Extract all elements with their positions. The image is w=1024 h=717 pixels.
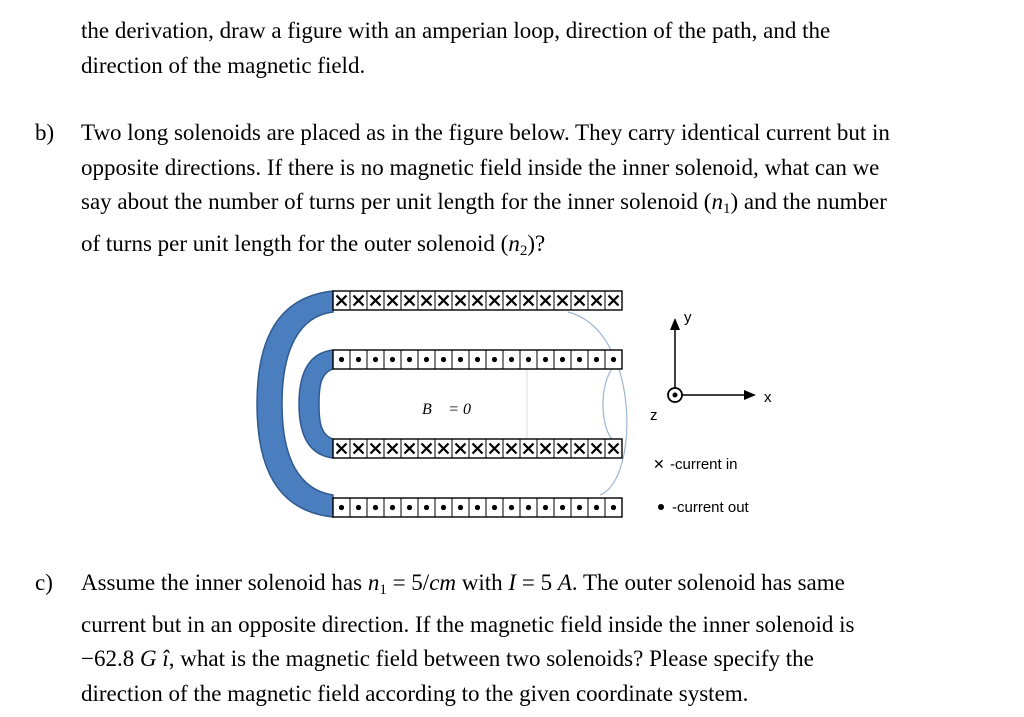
dot-icon [560, 357, 565, 362]
cross-icon [609, 444, 619, 454]
cross-icon [524, 296, 534, 306]
cross-icon [507, 296, 517, 306]
cross-icon [388, 444, 398, 454]
cross-icon [354, 444, 364, 454]
dot-icon [356, 505, 361, 510]
outer-guide-arc [568, 312, 627, 495]
dot-icon [543, 505, 548, 510]
dot-icon [441, 357, 446, 362]
dot-icon [424, 505, 429, 510]
cross-icon [524, 444, 534, 454]
dot-icon [373, 505, 378, 510]
legend [653, 456, 750, 516]
dot-icon [526, 505, 531, 510]
x-axis-arrow-icon [744, 390, 756, 400]
dot-icon [441, 505, 446, 510]
dot-icon [594, 357, 599, 362]
intro-line-1: the derivation, draw a figure with an amperian loop, direction of the path, and the [81, 18, 831, 43]
cross-icon [473, 296, 483, 306]
part-b-line-3 [81, 185, 890, 227]
z-axis-circle-icon [668, 388, 682, 402]
part-c-line-1-a: Assume the inner solenoid has [81, 570, 368, 595]
part-b-text [81, 116, 890, 268]
part-c-line-1-d: = 5 [516, 570, 558, 595]
part-b-line-4 [81, 227, 890, 269]
cross-icon [473, 444, 483, 454]
inner-bottom-row-frame [333, 439, 622, 458]
legend-out-label: -current out [672, 499, 749, 516]
coordinate-axes [650, 309, 772, 424]
part-c-line-1-b: = 5/ [386, 570, 430, 595]
part-b-line-3-end: ) and the number [730, 189, 887, 214]
part-c-gauss-symbol: G [139, 646, 157, 671]
dot-icon [509, 505, 514, 510]
intro-text [81, 14, 830, 83]
y-axis-label: y [684, 309, 692, 326]
dot-icon [526, 357, 531, 362]
intro-line-2: direction of the magnetic field. [81, 52, 366, 78]
y-axis-arrow-icon [670, 318, 680, 330]
part-c-line-3-b: , what is the magnetic field between two solenoids? Please specify the [168, 646, 814, 671]
part-b-line-4-end: )? [527, 230, 546, 256]
dot-icon [560, 505, 565, 510]
part-c-line-2: current but in an opposite direction. If the magnetic field inside the inner solenoid is [81, 611, 855, 637]
cross-icon [507, 444, 517, 454]
part-c-unit-vector: î [162, 646, 169, 671]
part-c-cm: cm [429, 570, 457, 595]
cross-icon [575, 444, 585, 454]
dot-icon [543, 357, 548, 362]
part-c-label: c) [35, 570, 53, 595]
inner-solenoid-body [299, 350, 333, 458]
part-b-label: b) [35, 120, 55, 145]
n2-letter: n [508, 230, 520, 256]
x-axis-label: x [764, 389, 772, 406]
cross-icon [439, 296, 449, 306]
part-c-line-1-c: with [456, 570, 509, 595]
dot-icon [492, 505, 497, 510]
cross-icon [371, 444, 381, 454]
n1-subscript: 1 [722, 201, 731, 217]
cross-icon [541, 296, 551, 306]
part-c-line-1 [81, 566, 855, 608]
cross-icon [439, 444, 449, 454]
dot-icon [356, 357, 361, 362]
cross-icon [558, 444, 568, 454]
dot-icon [373, 357, 378, 362]
cross-icon [456, 296, 466, 306]
dot-icon [458, 357, 463, 362]
dot-icon [611, 505, 616, 510]
part-c-text [81, 566, 855, 711]
legend-in-symbol: ✕ [653, 456, 665, 472]
legend-in-label: -current in [670, 456, 738, 473]
dot-icon [339, 357, 344, 362]
cross-icon [558, 296, 568, 306]
dot-icon [390, 357, 395, 362]
n2-subscript: 2 [519, 242, 528, 259]
outer-solenoid-body [257, 291, 333, 517]
dot-icon [509, 357, 514, 362]
part-c-current-symbol: I [508, 570, 517, 595]
cross-icon [609, 296, 619, 306]
dot-icon [458, 505, 463, 510]
dot-icon [492, 357, 497, 362]
cross-icon [337, 444, 347, 454]
dot-icon [390, 505, 395, 510]
outer-top-row-frame [333, 291, 622, 310]
cross-icon [456, 444, 466, 454]
part-c-n1-letter: n [367, 570, 380, 595]
z-axis-dot-icon [673, 393, 678, 398]
cross-icon [405, 296, 415, 306]
dot-icon [424, 357, 429, 362]
outer-bottom-row-frame [333, 498, 622, 517]
part-b-line-1: Two long solenoids are placed as in the figure below. They carry identical current but in [81, 120, 890, 145]
inner-guide-arc [603, 369, 612, 439]
n1-symbol [711, 189, 731, 217]
dot-icon [611, 357, 616, 362]
dot-icon [475, 357, 480, 362]
cross-icon [354, 296, 364, 306]
legend-out-dot-icon [658, 504, 664, 510]
z-axis-label: z [650, 407, 658, 424]
winding-rows [333, 291, 622, 517]
part-c-n1 [367, 570, 387, 598]
part-b-line-2: opposite directions. If there is no magnetic field inside the inner solenoid, what can we [81, 154, 880, 180]
part-c-ampere-symbol: A [557, 570, 572, 595]
cross-icon [405, 444, 415, 454]
cross-icon [575, 296, 585, 306]
part-b-line-4-start: of turns per unit length for the outer solenoid ( [81, 230, 509, 256]
dot-icon [339, 505, 344, 510]
cross-icon [388, 296, 398, 306]
part-c-n1-subscript: 1 [379, 582, 387, 598]
part-c-line-3 [81, 642, 855, 677]
part-c-line-4: direction of the magnetic field according to the given coordinate system. [81, 680, 749, 706]
dot-icon [475, 505, 480, 510]
n1-letter: n [711, 189, 723, 214]
dot-icon [577, 357, 582, 362]
part-b-line-3-start: say about the number of turns per unit length for the inner solenoid ( [81, 189, 712, 214]
part-c-line-3-a: −62.8 [81, 646, 140, 671]
dot-icon [407, 357, 412, 362]
cross-icon [422, 444, 432, 454]
cross-icon [490, 296, 500, 306]
field-label: B⃗ = 0 [422, 401, 472, 418]
inner-top-row-frame [333, 350, 622, 369]
cross-icon [490, 444, 500, 454]
n2-symbol [508, 230, 528, 259]
cross-icon [337, 296, 347, 306]
dot-icon [577, 505, 582, 510]
part-c-line-1-e: . The outer solenoid has same [571, 570, 845, 595]
cross-icon [541, 444, 551, 454]
cross-icon [592, 296, 602, 306]
cross-icon [371, 296, 381, 306]
dot-icon [594, 505, 599, 510]
dot-icon [407, 505, 412, 510]
cross-icon [592, 444, 602, 454]
cross-icon [422, 296, 432, 306]
